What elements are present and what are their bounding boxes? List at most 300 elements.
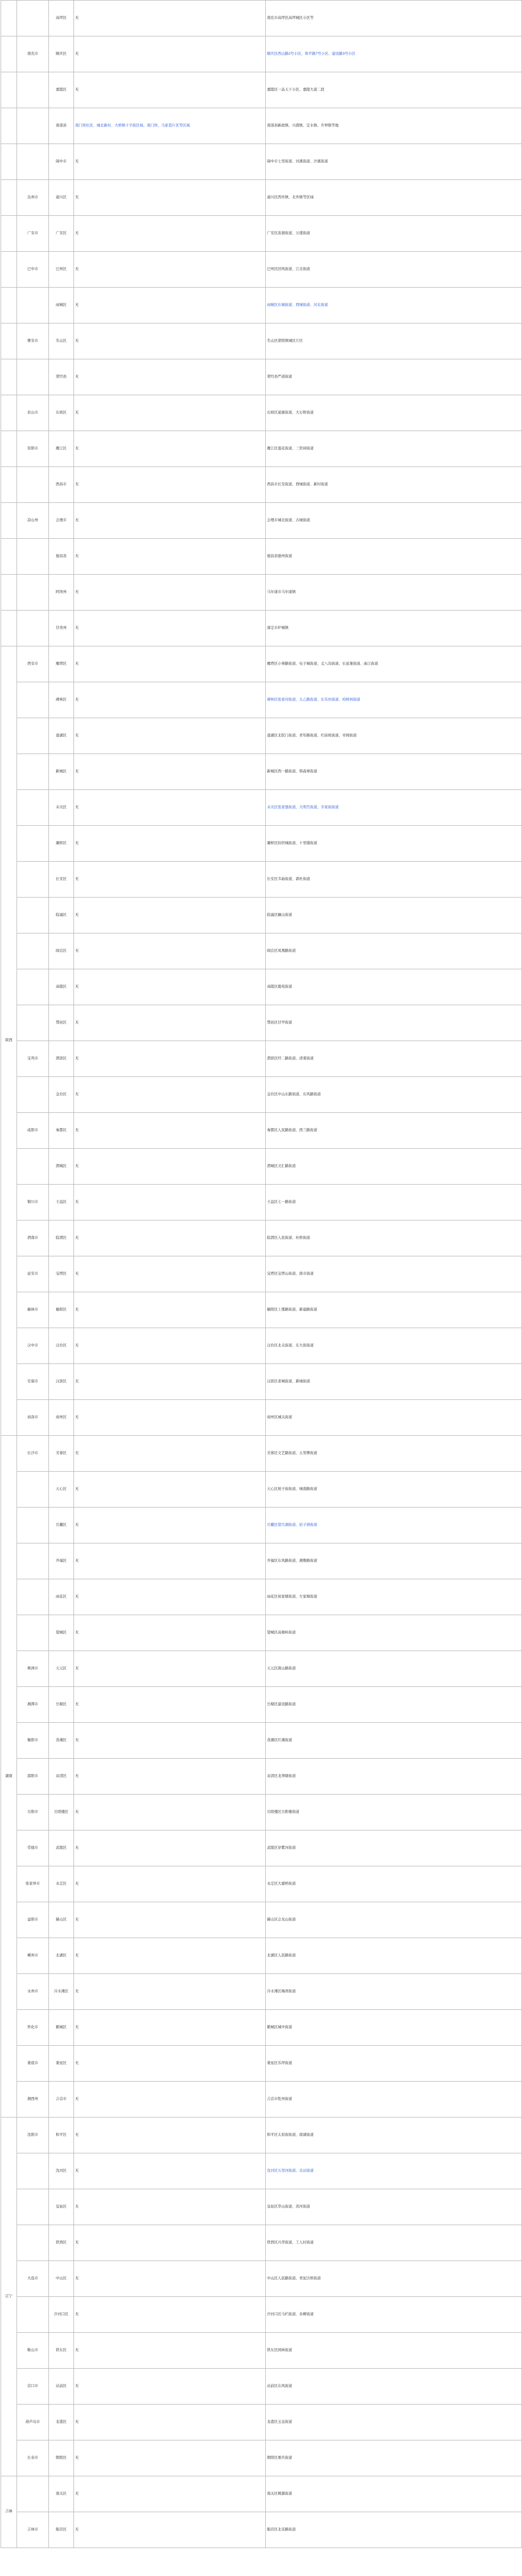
district-cell: 灞桥区 [49, 826, 74, 862]
high-risk-area-cell: 无 [74, 862, 266, 898]
medium-risk-area-cell: 汉台区北关街道、东大街街道 [266, 1328, 522, 1364]
district-cell: 顺庆区 [49, 36, 74, 72]
medium-risk-area-cell: 康定市炉城镇 [266, 611, 522, 646]
high-risk-area-cell: 无 [74, 180, 266, 216]
table-row [1, 2476, 522, 2512]
province-cell [1, 36, 17, 72]
city-cell: 汉中市 [17, 1328, 49, 1364]
table-row [1, 2082, 522, 2118]
city-cell: 长春市 [17, 2440, 49, 2476]
table-row [1, 323, 522, 359]
district-cell: 岳塘区 [49, 1687, 74, 1723]
district-cell: 德昌县 [49, 539, 74, 575]
medium-risk-area-cell: 芙蓉区文艺路街道、五里牌街道 [266, 1436, 522, 1472]
medium-risk-area-cell: 沙河口区马栏街道、春柳街道 [266, 2297, 522, 2333]
table-row [1, 2405, 522, 2440]
medium-risk-area-cell: 岳塘区建设路街道 [266, 1687, 522, 1723]
high-risk-area-cell: 无 [74, 1938, 266, 1974]
high-risk-area-cell: 无 [74, 359, 266, 395]
district-cell: 龙港区 [49, 2405, 74, 2440]
medium-risk-area-cell: 天心区坡子街街道、城南路街道 [266, 1472, 522, 1508]
table-row [1, 1830, 522, 1866]
city-cell: 资阳市 [17, 431, 49, 467]
city-cell [17, 108, 49, 144]
medium-risk-area-cell: 秦都区人民路街道、西兰路街道 [266, 1113, 522, 1149]
table-row [1, 1651, 522, 1687]
city-cell [17, 359, 49, 395]
district-cell: 未央区 [49, 790, 74, 826]
city-cell [17, 826, 49, 862]
province-cell [1, 288, 17, 323]
district-cell: 渭滨区 [49, 1041, 74, 1077]
high-risk-area-cell: 无 [74, 503, 266, 539]
table-row [1, 754, 522, 790]
high-risk-area-cell: 无 [74, 1902, 266, 1938]
city-cell: 凉山州 [17, 503, 49, 539]
city-cell [17, 144, 49, 180]
table-row [1, 682, 522, 718]
table-row [1, 2261, 522, 2297]
high-risk-area-cell: 无 [74, 933, 266, 969]
table-row [1, 646, 522, 682]
medium-risk-area-cell: 渭滨区经二路街道、清姜街道 [266, 1041, 522, 1077]
medium-risk-area-cell: 莲湖区北院门街道、青年路街道、红庙坡街道、枣园街道 [266, 718, 522, 754]
table-row [1, 826, 522, 862]
table-row [1, 1938, 522, 1974]
city-cell: 南充市 [17, 36, 49, 72]
high-risk-area-cell: 无 [74, 1508, 266, 1543]
table-row [1, 1113, 522, 1149]
high-risk-area-cell: 无 [74, 1651, 266, 1687]
city-cell [17, 862, 49, 898]
table-row [1, 1005, 522, 1041]
district-cell: 鹤城区 [49, 2010, 74, 2046]
table-row [1, 2512, 522, 2548]
district-cell: 和平区 [49, 2118, 74, 2153]
district-cell: 新城区 [49, 754, 74, 790]
city-cell [17, 2476, 49, 2512]
province-cell-shaanxi: 陕西 [1, 646, 17, 1436]
high-risk-area-cell: 无 [74, 1543, 266, 1579]
high-risk-area-cell: 无 [74, 1041, 266, 1077]
high-risk-area-cell: 无 [74, 2440, 266, 2476]
table-row [1, 1041, 522, 1077]
medium-risk-area-cell: 雨城区东城街道、西城街道、河北街道 [266, 288, 522, 323]
city-cell [17, 575, 49, 611]
table-row [1, 503, 522, 539]
medium-risk-area-cell: 嘉陵区一品天下小区、嘉陵大道二段 [266, 72, 522, 108]
high-risk-area-cell: 无 [74, 2010, 266, 2046]
city-cell: 岳阳市 [17, 1795, 49, 1830]
medium-risk-area-cell: 雨花区侯家塘街道、左家塘街道 [266, 1579, 522, 1615]
city-cell: 常德市 [17, 1830, 49, 1866]
table-row [1, 359, 522, 395]
province-cell [1, 72, 17, 108]
table-row [1, 1615, 522, 1651]
high-risk-area-cell: 无 [74, 1866, 266, 1902]
medium-risk-area-cell: 德昌县德州街道 [266, 539, 522, 575]
high-risk-area-cell: 无 [74, 2297, 266, 2333]
table-row [1, 1795, 522, 1830]
high-risk-area-cell: 无 [74, 431, 266, 467]
district-cell: 秦都区 [49, 1113, 74, 1149]
city-cell: 雅安市 [17, 323, 49, 359]
table-row [1, 1723, 522, 1759]
district-cell: 西昌市 [49, 467, 74, 503]
district-cell: 名山区 [49, 323, 74, 359]
province-cell [1, 1, 17, 36]
province-cell [1, 611, 17, 646]
medium-risk-area-cell: 荥经县严道街道 [266, 359, 522, 395]
province-cell [1, 359, 17, 395]
district-cell: 雨花区 [49, 1579, 74, 1615]
medium-risk-area-cell: 灞桥区纺织城街道、十里铺街道 [266, 826, 522, 862]
medium-risk-area-cell: 新城区西一路街道、韩森寨街道 [266, 754, 522, 790]
table-row [1, 1149, 522, 1185]
city-cell: 眉山市 [17, 395, 49, 431]
table-row [1, 1328, 522, 1364]
province-cell-hunan: 湖南 [1, 1436, 17, 2118]
medium-risk-area-cell: 双清区龙须塘街道 [266, 1759, 522, 1795]
province-cell [1, 467, 17, 503]
table-row [1, 862, 522, 898]
province-cell [1, 395, 17, 431]
province-cell [1, 216, 17, 252]
table-row [1, 288, 522, 323]
table-row [1, 1436, 522, 1472]
table-row [1, 1185, 522, 1221]
table-row [1, 216, 522, 252]
high-risk-area-cell: 无 [74, 323, 266, 359]
high-risk-area-cell: 无 [74, 1400, 266, 1436]
high-risk-area-cell: 无 [74, 467, 266, 503]
district-cell: 汉台区 [49, 1328, 74, 1364]
city-cell: 吉林市 [17, 2512, 49, 2548]
medium-risk-area-cell: 娄星区乐坪街道 [266, 2046, 522, 2082]
district-cell: 嘉陵区 [49, 72, 74, 108]
medium-risk-area-cell: 岳阳楼区岳阳楼街道 [266, 1795, 522, 1830]
district-cell: 商州区 [49, 1400, 74, 1436]
district-cell: 北湖区 [49, 1938, 74, 1974]
medium-risk-area-cell: 碑林区张家村街道、太乙路街道、长乐坊街道、柏树林街道 [266, 682, 522, 718]
medium-risk-area-cell: 未央区张家堡街道、大明宫街道、辛家庙街道 [266, 790, 522, 826]
district-cell: 雁江区 [49, 431, 74, 467]
table-row [1, 611, 522, 646]
medium-risk-area-cell: 南关区桃源街道 [266, 2476, 522, 2512]
high-risk-area-cell: 无 [74, 144, 266, 180]
city-cell: 安康市 [17, 1364, 49, 1400]
medium-risk-area-cell: 岳麓区望月湖街道、桔子洲街道 [266, 1508, 522, 1543]
city-cell: 沈阳市 [17, 2118, 49, 2153]
city-cell: 大连市 [17, 2261, 49, 2297]
medium-risk-area-cell: 永定区大庸桥街道 [266, 1866, 522, 1902]
high-risk-area-cell: 无 [74, 1364, 266, 1400]
high-risk-area-cell: 无 [74, 2261, 266, 2297]
medium-risk-area-cell: 高陵区鹿苑街道 [266, 969, 522, 1005]
city-cell [17, 611, 49, 646]
district-cell: 荥经县 [49, 359, 74, 395]
table-row [1, 1364, 522, 1400]
city-cell [17, 288, 49, 323]
district-cell: 通川区 [49, 180, 74, 216]
high-risk-area-cell: 无 [74, 395, 266, 431]
district-cell: 临潼区 [49, 898, 74, 933]
high-risk-area-cell: 无 [74, 1005, 266, 1041]
city-cell: 湘西州 [17, 2082, 49, 2118]
table-row [1, 2440, 522, 2476]
city-cell [17, 2297, 49, 2333]
city-cell [17, 1005, 49, 1041]
medium-risk-area-cell: 和平区太原街街道、南湖街道 [266, 2118, 522, 2153]
table-row [1, 108, 522, 144]
city-cell: 湘潭市 [17, 1687, 49, 1723]
district-cell: 阆中市 [49, 144, 74, 180]
city-cell [17, 1077, 49, 1113]
medium-risk-area-cell: 北湖区人民路街道 [266, 1938, 522, 1974]
medium-risk-area-cell: 金台区中山东路街道、东风路街道 [266, 1077, 522, 1113]
high-risk-area-cell: 无 [74, 2333, 266, 2369]
medium-risk-area-cell: 阎良区凤凰路街道 [266, 933, 522, 969]
city-cell: 葫芦岛市 [17, 2405, 49, 2440]
medium-risk-area-cell: 赫山区会龙山街道 [266, 1902, 522, 1938]
table-row [1, 1292, 522, 1328]
district-cell: 高陵区 [49, 969, 74, 1005]
district-cell: 吉首市 [49, 2082, 74, 2118]
city-cell [17, 72, 49, 108]
table-row [1, 1759, 522, 1795]
district-cell: 碑林区 [49, 682, 74, 718]
medium-risk-area-cell: 巴州区回风街道、江北街道 [266, 252, 522, 288]
high-risk-area-cell: 无 [74, 1221, 266, 1256]
district-cell: 雁塔区 [49, 646, 74, 682]
medium-risk-area-cell: 望城区高塘岭街道 [266, 1615, 522, 1651]
district-cell: 赫山区 [49, 1902, 74, 1938]
table-row [1, 1077, 522, 1113]
high-risk-area-cell: 无 [74, 1830, 266, 1866]
high-risk-area-cell: 无 [74, 1974, 266, 2010]
province-cell [1, 323, 17, 359]
table-row [1, 2225, 522, 2261]
city-cell: 咸阳市 [17, 1113, 49, 1149]
high-risk-area-cell: 无 [74, 1113, 266, 1149]
medium-risk-area-cell: 汉滨区老城街道、新城街道 [266, 1364, 522, 1400]
high-risk-area-cell: 无 [74, 252, 266, 288]
medium-risk-area-cell: 西昌市长安街道、西城街道、新村街道 [266, 467, 522, 503]
table-row [1, 1472, 522, 1508]
high-risk-area-cell: 无 [74, 1328, 266, 1364]
high-risk-area-cell: 南门坝社区、城北新村、大桥镇十字街区域、南门坝、马家巷片区等区域 [74, 108, 266, 144]
high-risk-area-cell: 无 [74, 2082, 266, 2118]
table-row [1, 790, 522, 826]
district-cell: 莲湖区 [49, 718, 74, 754]
high-risk-area-cell: 无 [74, 646, 266, 682]
high-risk-area-cell: 无 [74, 1149, 266, 1185]
medium-risk-area-cell: 船营区北京路街道 [266, 2512, 522, 2548]
district-cell: 开福区 [49, 1543, 74, 1579]
city-cell: 怀化市 [17, 2010, 49, 2046]
medium-risk-area-cell: 临潼区骊山街道 [266, 898, 522, 933]
table-row [1, 431, 522, 467]
high-risk-area-cell: 无 [74, 575, 266, 611]
medium-risk-area-cell: 鄠邑区甘亭街道 [266, 1005, 522, 1041]
high-risk-area-cell: 无 [74, 2046, 266, 2082]
high-risk-area-cell: 无 [74, 2189, 266, 2225]
city-cell [17, 1, 49, 36]
district-cell: 武陵区 [49, 1830, 74, 1866]
province-cell [1, 575, 17, 611]
table-row [1, 1902, 522, 1938]
high-risk-area-cell: 无 [74, 898, 266, 933]
city-cell: 营口市 [17, 2369, 49, 2405]
high-risk-area-cell: 无 [74, 2369, 266, 2405]
province-cell-jilin: 吉林 [1, 2476, 17, 2548]
city-cell [17, 2153, 49, 2189]
table-row [1, 180, 522, 216]
district-cell: 东坡区 [49, 395, 74, 431]
city-cell: 巴中市 [17, 252, 49, 288]
table-row [1, 539, 522, 575]
district-cell: 王益区 [49, 1185, 74, 1221]
district-cell: 高坪区 [49, 1, 74, 36]
high-risk-area-cell: 无 [74, 2153, 266, 2189]
medium-risk-area-cell: 铁东区园林街道 [266, 2333, 522, 2369]
city-cell [17, 1472, 49, 1508]
district-cell: 阿坝州 [49, 575, 74, 611]
high-risk-area-cell: 无 [74, 288, 266, 323]
table-row [1, 2118, 522, 2153]
medium-risk-area-cell: 雁塔区小寨路街道、电子城街道、丈八沟街道、长延堡街道、曲江街道 [266, 646, 522, 682]
city-cell [17, 2225, 49, 2261]
medium-risk-area-cell: 龙港区玉皇街道 [266, 2405, 522, 2440]
medium-risk-area-cell: 沈河区五里河街道、北站街道 [266, 2153, 522, 2189]
high-risk-area-cell: 无 [74, 2405, 266, 2440]
district-cell: 广安区 [49, 216, 74, 252]
medium-risk-area-cell: 站前区东风街道 [266, 2369, 522, 2405]
city-cell: 郴州市 [17, 1938, 49, 1974]
city-cell [17, 933, 49, 969]
province-cell [1, 503, 17, 539]
table-row [1, 2189, 522, 2225]
medium-risk-area-cell: 鹤城区城中街道 [266, 2010, 522, 2046]
district-cell: 站前区 [49, 2369, 74, 2405]
district-cell: 渭城区 [49, 1149, 74, 1185]
medium-risk-area-cell: 通川区西外镇、北外镇等区域 [266, 180, 522, 216]
district-cell: 甘孜州 [49, 611, 74, 646]
medium-risk-area-cell: 马尔康市马尔康镇 [266, 575, 522, 611]
medium-risk-area-cell: 临渭区人民街道、杜桥街道 [266, 1221, 522, 1256]
high-risk-area-cell: 无 [74, 1795, 266, 1830]
table-row [1, 1508, 522, 1543]
district-cell: 铁西区 [49, 2225, 74, 2261]
table-row [1, 72, 522, 108]
medium-risk-area-cell: 铁西区兴华街道、工人村街道 [266, 2225, 522, 2261]
high-risk-area-cell: 无 [74, 826, 266, 862]
medium-risk-area-cell: 冷水滩区梅湾街道 [266, 1974, 522, 2010]
medium-risk-area-cell: 会理市城北街道、古城街道 [266, 503, 522, 539]
district-cell: 南部县 [49, 108, 74, 144]
district-cell: 双清区 [49, 1759, 74, 1795]
high-risk-area-cell: 无 [74, 1579, 266, 1615]
medium-risk-area-cell: 南充市高坪区高坪城区小区等 [266, 1, 522, 36]
medium-risk-area-cell: 阆中市七里街道、河溪街道、沙溪街道 [266, 144, 522, 180]
district-cell: 沈河区 [49, 2153, 74, 2189]
city-cell [17, 898, 49, 933]
high-risk-area-cell: 无 [74, 1077, 266, 1113]
table-row [1, 144, 522, 180]
city-cell: 张家界市 [17, 1866, 49, 1902]
medium-risk-area-cell: 开福区东风路街道、湘雅路街道 [266, 1543, 522, 1579]
high-risk-area-cell: 无 [74, 2512, 266, 2548]
medium-risk-area-cell: 天元区嵩山路街道 [266, 1651, 522, 1687]
district-cell: 鄠邑区 [49, 1005, 74, 1041]
table-row [1, 2010, 522, 2046]
high-risk-area-cell: 无 [74, 539, 266, 575]
district-cell: 临渭区 [49, 1221, 74, 1256]
high-risk-area-cell: 无 [74, 969, 266, 1005]
city-cell: 商洛市 [17, 1400, 49, 1436]
medium-risk-area-cell: 吉首市乾州街道 [266, 2082, 522, 2118]
district-cell: 榆阳区 [49, 1292, 74, 1328]
table-row [1, 969, 522, 1005]
province-cell [1, 252, 17, 288]
city-cell [17, 1508, 49, 1543]
medium-risk-area-cell: 雁江区莲花街道、三贤祠街道 [266, 431, 522, 467]
district-cell: 芙蓉区 [49, 1436, 74, 1472]
city-cell: 鞍山市 [17, 2333, 49, 2369]
medium-risk-area-cell: 广安区浓洄街道、万盛街道 [266, 216, 522, 252]
high-risk-area-cell: 无 [74, 718, 266, 754]
medium-risk-area-cell: 榆阳区上郡路街道、新建路街道 [266, 1292, 522, 1328]
district-cell: 岳麓区 [49, 1508, 74, 1543]
district-cell: 皇姑区 [49, 2189, 74, 2225]
medium-risk-area-cell: 皇姑区华山街道、黄河街道 [266, 2189, 522, 2225]
table-row [1, 718, 522, 754]
district-cell: 船营区 [49, 2512, 74, 2548]
district-cell: 阎良区 [49, 933, 74, 969]
high-risk-area-cell: 无 [74, 682, 266, 718]
district-cell: 长安区 [49, 862, 74, 898]
city-cell: 邵阳市 [17, 1759, 49, 1795]
table-row [1, 1579, 522, 1615]
city-cell [17, 1149, 49, 1185]
table-row [1, 933, 522, 969]
province-cell [1, 144, 17, 180]
city-cell [17, 754, 49, 790]
high-risk-area-cell: 无 [74, 1472, 266, 1508]
risk-area-table [1, 0, 522, 2548]
district-cell: 中山区 [49, 2261, 74, 2297]
city-cell: 长沙市 [17, 1436, 49, 1472]
medium-risk-area-cell: 渭城区文汇路街道 [266, 1149, 522, 1185]
table-row [1, 252, 522, 288]
high-risk-area-cell: 无 [74, 1256, 266, 1292]
high-risk-area-cell: 无 [74, 216, 266, 252]
medium-risk-area-cell: 顺庆区西山路2号小区、和平路7号小区、建设路3号小区 [266, 36, 522, 72]
city-cell [17, 682, 49, 718]
city-cell [17, 1579, 49, 1615]
high-risk-area-cell: 无 [74, 611, 266, 646]
high-risk-area-cell: 无 [74, 2225, 266, 2261]
table-row [1, 467, 522, 503]
table-row [1, 1543, 522, 1579]
city-cell: 宝鸡市 [17, 1041, 49, 1077]
city-cell: 西安市 [17, 646, 49, 682]
risk-area-table-body [1, 1, 522, 2548]
district-cell: 天心区 [49, 1472, 74, 1508]
table-row [1, 2369, 522, 2405]
table-row [1, 1866, 522, 1902]
high-risk-area-cell: 无 [74, 754, 266, 790]
